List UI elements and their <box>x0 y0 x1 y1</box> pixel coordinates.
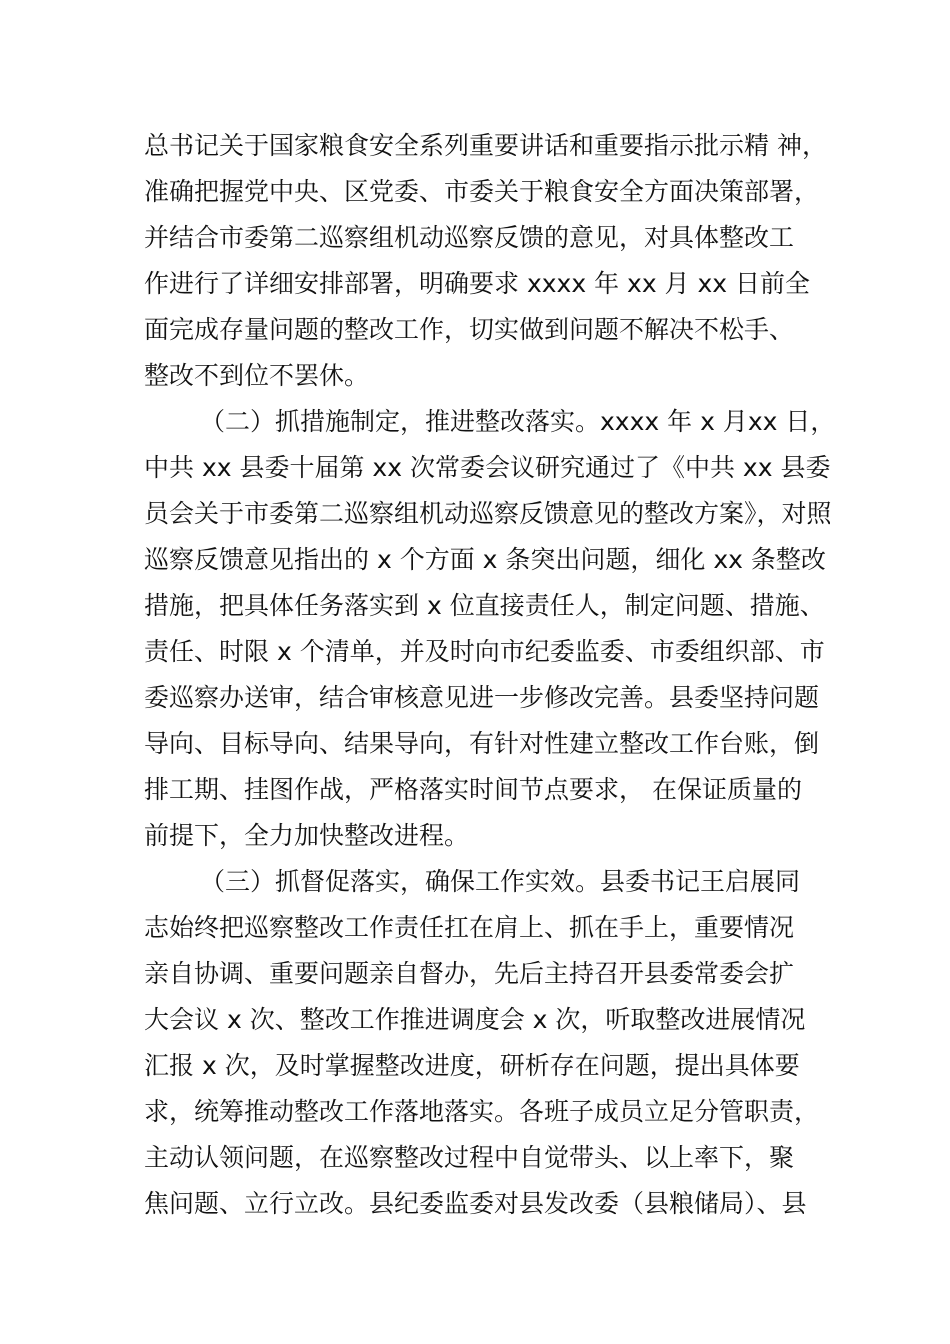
text-line: 整改不到位不罢休。 <box>144 361 370 390</box>
text-line: 排工期、挂图作战，严格落实时间节点要求， 在保证质量的 <box>144 775 802 804</box>
text-line: 亲自协调、重要问题亲自督办，先后主持召开县委常委会扩 <box>144 959 795 988</box>
text-line: 志始终把巡察整改工作责任扛在肩上、抓在手上，重要情况 <box>144 913 795 942</box>
text-line: 汇报 x 次，及时掌握整改进度，研析存在问题，提出具体要 <box>144 1051 800 1080</box>
text-line: 导向、目标导向、结果导向，有针对性建立整改工作台账，倒 <box>144 729 820 758</box>
text-line: 主动认领问题，在巡察整改过程中自觉带头、以上率下，聚 <box>144 1143 795 1172</box>
text-line: 措施，把具体任务落实到 x 位直接责任人，制定问题、措施、 <box>144 591 825 620</box>
text-line: 总书记关于国家粮食安全系列重要讲话和重要指示批示精 神， <box>144 131 827 160</box>
paragraph-heading-line: （三）抓督促落实，确保工作实效。县委书记王启展同 <box>200 867 801 896</box>
text-line: 前提下，全力加快整改进程。 <box>144 821 470 850</box>
text-line: 员会关于市委第二巡察组机动巡察反馈意见的整改方案》，对照 <box>144 499 832 528</box>
text-line: 作进行了详细安排部署，明确要求 xxxx 年 xx 月 xx 日前全 <box>144 269 811 298</box>
text-line: 求，统筹推动整改工作落地落实。各班子成员立足分管职责， <box>144 1097 820 1126</box>
text-line: 面完成存量问题的整改工作，切实做到问题不解决不松手、 <box>144 315 795 344</box>
text-line: 并结合市委第二巡察组机动巡察反馈的意见，对具体整改工 <box>144 223 795 252</box>
text-line: 大会议 x 次、整改工作推进调度会 x 次，听取整改进展情况 <box>144 1005 806 1034</box>
text-line: 中共 xx 县委十届第 xx 次常委会议研究通过了《中共 xx 县委 <box>144 453 831 482</box>
text-line: 委巡察办送审，结合审核意见进一步修改完善。县委坚持问题 <box>144 683 820 712</box>
text-line: 准确把握党中央、区党委、市委关于粮食安全方面决策部署， <box>144 177 820 206</box>
text-line: 焦问题、立行立改。县纪委监委对县发改委（县粮储局）、县 <box>144 1189 807 1218</box>
paragraph-heading-line: （二）抓措施制定，推进整改落实。xxxx 年 x 月xx 日， <box>200 407 836 436</box>
text-line: 责任、时限 x 个清单，并及时向市纪委监委、市委组织部、市 <box>144 637 825 666</box>
text-line: 巡察反馈意见指出的 x 个方面 x 条突出问题，细化 xx 条整改 <box>144 545 826 574</box>
